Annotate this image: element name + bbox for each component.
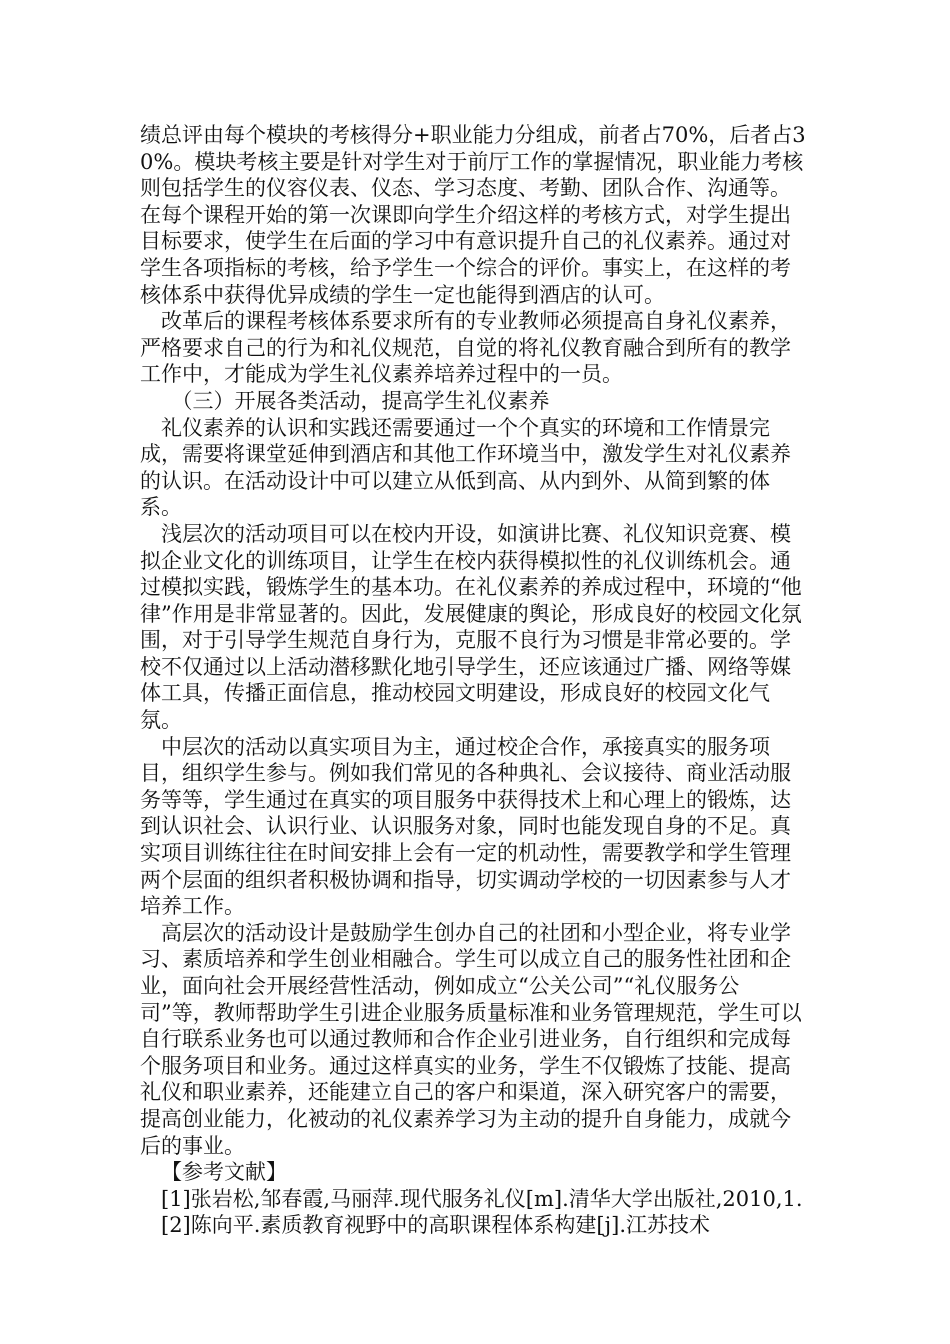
paragraph-teacher-requirements: 改革后的课程考核体系要求所有的专业教师必须提高自身礼仪素养，严格要求自己的行为和礼仪规范，自觉的将礼仪教育融合到所有的教学工作中，才能成为学生礼仪素养培养过程中的一员。 (140, 309, 791, 387)
paragraph-high-level: 高层次的活动设计是鼓励学生创办自己的社团和小型企业，将专业学习、素质培养和学生创业相融合。学生可以成立自己的服务性社团和企业，面向社会开展经营性活动，例如成立“公关公司”“礼仪服务公司”等，教师帮助学生引进企业服务质量标准和业务管理规范，学生可以自行联系业务也可以通过教师和合作企业引进业务，自行组织和完成每个服务项目和业务。通过这样真实的业务，学生不仅锻炼了技能、提高礼仪和职业素养，还能建立自己的客户和渠道，深入研究客户的需要，提高创业能力，化被动的礼仪素养学习为主动的提升自身能力，成就今后的事业。 (140, 920, 802, 1158)
paragraph-shallow-level: 浅层次的活动项目可以在校内开设，如演讲比赛、礼仪知识竞赛、模拟企业文化的训练项目，让学生在校内获得模拟性的礼仪训练机会。通过模拟实践，锻炼学生的基本功。在礼仪素养的养成过程中，环境的“他律”作用是非常显著的。因此，发展健康的舆论，形成良好的校园文化氛围，对于引导学生规范自身行为，克服不良行为习惯是非常必要的。学校不仅通过以上活动潜移默化地引导学生，还应该通过广播、网络等媒体工具，传播正面信息，推动校园文明建设，形成良好的校园文化气氛。 (140, 521, 802, 733)
reference-item-1: [1]张岩松,邹春霞,马丽萍.现代服务礼仪[m].清华大学出版社,2010,1. (161, 1186, 803, 1211)
document-body (140, 122, 810, 1239)
paragraph-middle-level: 中层次的活动以真实项目为主，通过校企合作，承接真实的服务项目，组织学生参与。例如我们常见的各种典礼、会议接待、商业活动服务等等，学生通过在真实的项目服务中获得技术上和心理上的锻炼，达到认识社会、认识行业、认识服务对象，同时也能发现自身的不足。真实项目训练往往在时间安排上会有一定的机动性，需要教学和学生管理两个层面的组织者积极协调和指导，切实调动学校的一切因素参与人才培养工作。 (140, 734, 791, 919)
reference-item-2: [2]陈向平.素质教育视野中的高职课程体系构建[j].江苏技术 (161, 1213, 710, 1238)
references-heading: 【参考文献】 (161, 1160, 287, 1185)
paragraph-activity-system: 礼仪素养的认识和实践还需要通过一个个真实的环境和工作情景完成，需要将课堂延伸到酒店和其他工作环境当中，激发学生对礼仪素养的认识。在活动设计中可以建立从低到高、从内到外、从简到繁的体系。 (140, 415, 791, 520)
section-heading: （三）开展各类活动，提高学生礼仪素养 (171, 388, 550, 413)
paragraph-assessment-composition: 绩总评由每个模块的考核得分+职业能力分组成，前者占70%，后者占30%。模块考核主要是针对学生对于前厅工作的掌握情况，职业能力考核则包括学生的仪容仪表、仪态、学习态度、考勤、团队合作、沟通等。在每个课程开始的第一次课即向学生介绍这样的考核方式，对学生提出目标要求，使学生在后面的学习中有意识提升自己的礼仪素养。通过对学生各项指标的考核，给予学生一个综合的评价。事实上，在这样的考核体系中获得优异成绩的学生一定也能得到酒店的认可。 (140, 123, 806, 307)
